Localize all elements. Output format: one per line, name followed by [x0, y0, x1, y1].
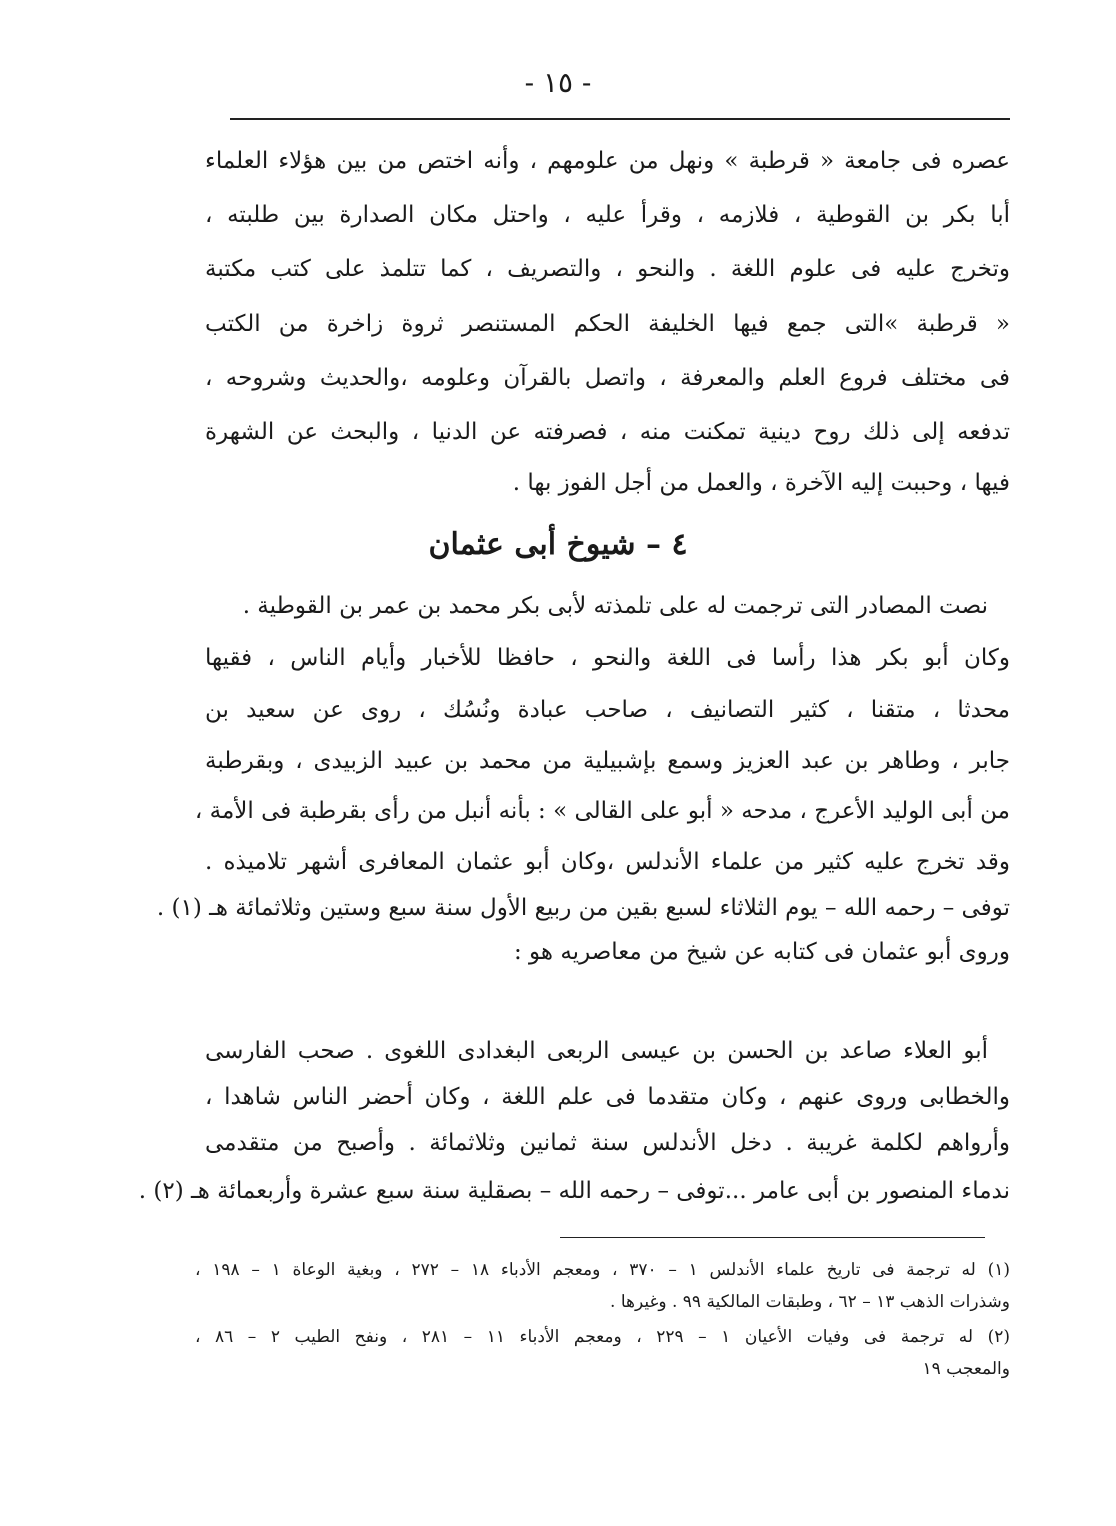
- text-line: وروى أبو عثمان فى كتابه عن شيخ من معاصريه هو :: [513, 939, 1010, 965]
- text-line: فيها ، وحببت إليه الآخرة ، والعمل من أجل الفوز بها .: [512, 470, 1010, 496]
- text-line: ندماء المنصور بن أبى عامر ...توفى – رحمه الله – بصقلية سنة سبع عشرة وأربعمائة هـ (٢) .: [138, 1178, 1010, 1204]
- footnote-line: وشذرات الذهب ١٣ – ٦٢ ، وطبقات المالكية ٩٩ . وغيرها .: [610, 1292, 1010, 1312]
- footnote-line: والمعجب ١٩: [922, 1359, 1010, 1379]
- page-number: - ١٥ -: [524, 66, 592, 99]
- text-line: وأرواهم لكلمة غريبة . دخل الأندلس سنة ثمانين وثلاثمائة . وأصبح من متقدمى: [205, 1130, 1010, 1156]
- text-line: والخطابى وروى عنهم ، وكان متقدما فى علم اللغة ، وكان أحضر الناس شاهدا ،: [205, 1084, 1010, 1110]
- section-heading: ٤ – شيوخ أبى عثمان: [428, 527, 688, 562]
- text-line: تدفعه إلى ذلك روح دينية تمكنت منه ، فصرفته عن الدنيا ، والبحث عن الشهرة: [205, 419, 1010, 445]
- text-line: فى مختلف فروع العلم والمعرفة ، واتصل بالقرآن وعلومه ،والحديث وشروحه ،: [205, 365, 1010, 391]
- text-line: « قرطبة »التى جمع فيها الخليفة الحكم المستنصر ثروة زاخرة من الكتب: [205, 311, 1010, 337]
- footnote-rule: [560, 1237, 985, 1238]
- text-line: وكان أبو بكر هذا رأسا فى اللغة والنحو ، حافظا للأخبار وأيام الناس ، فقيها: [205, 645, 1010, 671]
- text-line: وتخرج عليه فى علوم اللغة . والنحو ، والتصريف ، كما تتلمذ على كتب مكتبة: [205, 256, 1010, 282]
- header-rule: [230, 118, 1010, 120]
- text-line: أبا بكر بن القوطية ، فلازمه ، وقرأ عليه ، واحتل مكان الصدارة بين طلبته ،: [205, 202, 1010, 228]
- text-line: محدثا ، متقنا ، كثير التصانيف ، صاحب عبادة ونُسُك ، روى عن سعيد بن: [205, 697, 1010, 723]
- text-line: توفى – رحمه الله – يوم الثلاثاء لسبع بقين من ربيع الأول سنة سبع وستين وثلاثمائة هـ (١) .: [156, 895, 1010, 921]
- text-line: نصت المصادر التى ترجمت له على تلمذته لأبى بكر محمد بن عمر بن القوطية .: [242, 593, 988, 619]
- footnote-line: (١) له ترجمة فى تاريخ علماء الأندلس ١ – ٣٧٠ ، ومعجم الأدباء ١٨ – ٢٧٢ ، وبغية الوعاة ١ – ١٩٨ ،: [195, 1260, 1010, 1280]
- text-line: وقد تخرج عليه كثير من علماء الأندلس ،وكان أبو عثمان المعافرى أشهر تلاميذه .: [205, 849, 1010, 875]
- text-line: جابر ، وطاهر بن عبد العزيز وسمع بإشبيلية من محمد بن عبيد الزبيدى ، وبقرطبة: [205, 748, 1010, 774]
- text-line: أبو العلاء صاعد بن الحسن بن عيسى الربعى البغدادى اللغوى . صحب الفارسى: [205, 1038, 988, 1064]
- text-line: عصره فى جامعة « قرطبة » ونهل من علومهم ، وأنه اختص من بين هؤلاء العلماء: [205, 148, 1010, 174]
- text-line: من أبى الوليد الأعرج ، مدحه « أبو على القالى » : بأنه أنبل من رأى بقرطبة فى الأمة ،: [194, 798, 1010, 824]
- footnote-line: (٢) له ترجمة فى وفيات الأعيان ١ – ٢٢٩ ، ومعجم الأدباء ١١ – ٢٨١ ، ونفح الطيب ٢ – ٨٦ ،: [195, 1327, 1011, 1347]
